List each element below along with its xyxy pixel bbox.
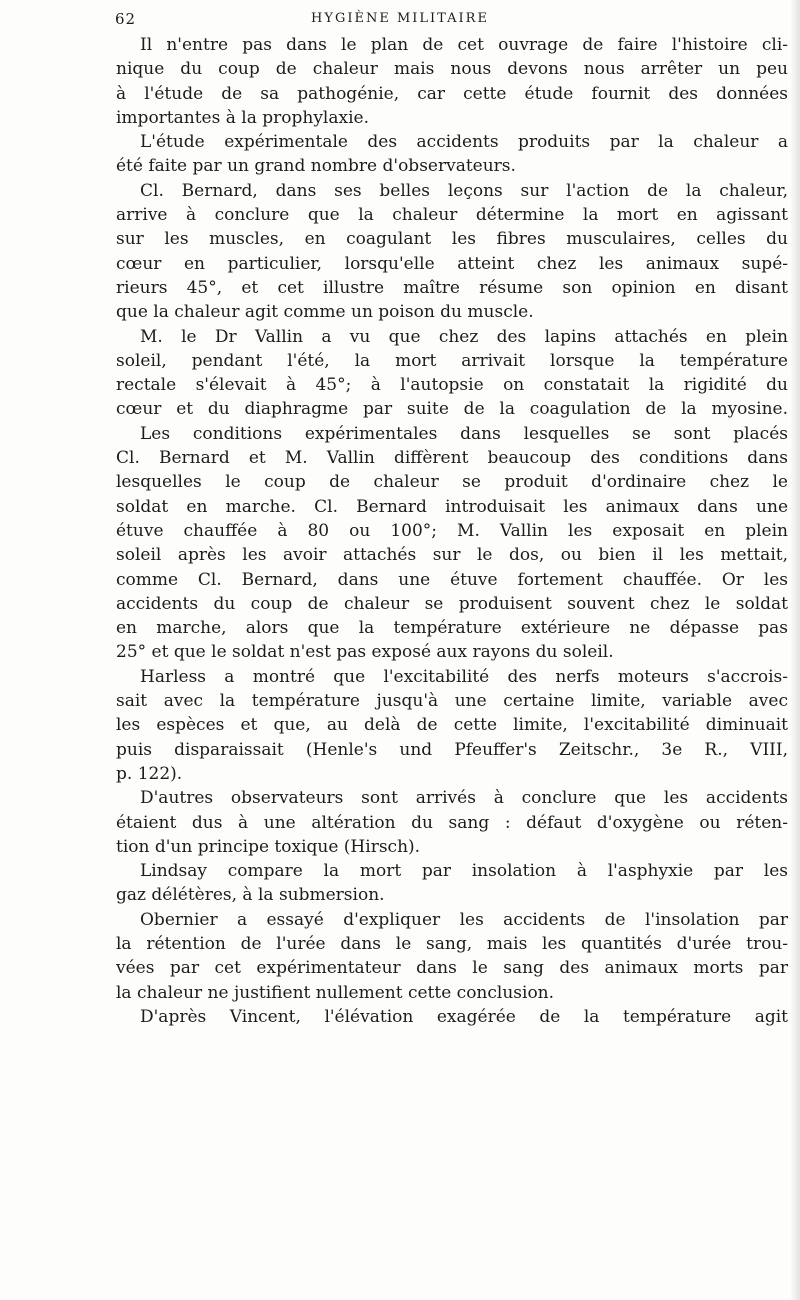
text-line: M. le Dr Vallin a vu que chez des lapins attachés en plein <box>140 326 788 347</box>
text-line: soldat en marche. Cl. Bernard introduisait les animaux dans une <box>116 496 788 517</box>
text-line: D'après Vincent, l'élévation exagérée de la température agit <box>140 1006 788 1027</box>
text-line: tion d'un principe toxique (Hirsch). <box>116 836 421 857</box>
text-line: comme Cl. Bernard, dans une étuve fortement chauffée. Or les <box>116 569 788 590</box>
text-line: rectale s'élevait à 45°; à l'autopsie on constatait la rigidité du <box>116 375 788 396</box>
text-line: Obernier a essayé d'expliquer les accidents de l'insolation par <box>140 909 788 930</box>
text-line: soleil après les avoir attachés sur le dos, ou bien il les mettait, <box>116 545 788 566</box>
running-head <box>0 10 800 34</box>
text-line: gaz délétères, à la submersion. <box>116 885 385 906</box>
text-line: nique du coup de chaleur mais nous devons nous arrêter un peu <box>116 59 788 80</box>
text-line: étaient dus à une altération du sang : défaut d'oxygène ou réten- <box>116 812 788 833</box>
text-line: Harless a montré que l'excitabilité des nerfs moteurs s'accrois- <box>140 666 788 687</box>
text-line: L'étude expérimentale des accidents produits par la chaleur a <box>140 132 788 153</box>
text-line: cœur en particulier, lorsqu'elle atteint chez les animaux supé- <box>116 253 788 274</box>
text-line: Cl. Bernard et M. Vallin diffèrent beaucoup des conditions dans <box>116 448 788 469</box>
text-line: vées par cet expérimentateur dans le sang des animaux morts par <box>116 958 788 979</box>
text-line: accidents du coup de chaleur se produisent souvent chez le soldat <box>116 593 788 614</box>
text-line: à l'étude de sa pathogénie, car cette étude fournit des données <box>116 83 788 104</box>
text-line: rieurs 45°, et cet illustre maître résume son opinion en disant <box>116 277 788 298</box>
text-line: arrive à conclure que la chaleur détermine la mort en agissant <box>116 205 788 226</box>
text-line: sait avec la température jusqu'à une certaine limite, variable avec <box>116 691 788 712</box>
text-line: D'autres observateurs sont arrivés à conclure que les accidents <box>140 788 788 809</box>
running-title: HYGIÈNE MILITAIRE <box>311 11 489 26</box>
text-line: étuve chauffée à 80 ou 100°; M. Vallin les exposait en plein <box>116 520 788 541</box>
text-line: lesquelles le coup de chaleur se produit d'ordinaire chez le <box>116 472 788 493</box>
text-line: Il n'entre pas dans le plan de cet ouvrage de faire l'histoire cli- <box>140 35 788 55</box>
text-line: puis disparaissait (Henle's und Pfeuffer's Zeitschr., 3e R., VIII, <box>116 739 788 760</box>
body-text <box>116 33 788 1029</box>
text-line: cœur et du diaphragme par suite de la coagulation de la myosine. <box>116 399 788 420</box>
text-line: Les conditions expérimentales dans lesquelles se sont placés <box>140 423 788 444</box>
page-edge-shadow <box>790 0 800 1300</box>
text-line: que la chaleur agit comme un poison du muscle. <box>116 302 534 323</box>
text-line: la rétention de l'urée dans le sang, mais les quantités d'urée trou- <box>116 933 788 954</box>
text-line: sur les muscles, en coagulant les fibres musculaires, celles du <box>116 229 788 250</box>
text-line: Lindsay compare la mort par insolation à l'asphyxie par les <box>140 861 788 882</box>
page-number: 62 <box>115 10 137 28</box>
text-line: 25° et que le soldat n'est pas exposé aux rayons du soleil. <box>116 642 614 663</box>
text-line: importantes à la prophylaxie. <box>116 107 369 128</box>
text-line: la chaleur ne justifient nullement cette conclusion. <box>116 982 555 1003</box>
text-line: les espèces et que, au delà de cette limite, l'excitabilité diminuait <box>116 715 788 736</box>
text-line: Cl. Bernard, dans ses belles leçons sur l'action de la chaleur, <box>140 180 788 201</box>
text-line: p. 122). <box>116 763 183 784</box>
text-line: été faite par un grand nombre d'observateurs. <box>116 156 516 177</box>
text-line: en marche, alors que la température extérieure ne dépasse pas <box>116 618 788 639</box>
text-line: soleil, pendant l'été, la mort arrivait lorsque la température <box>116 350 788 371</box>
